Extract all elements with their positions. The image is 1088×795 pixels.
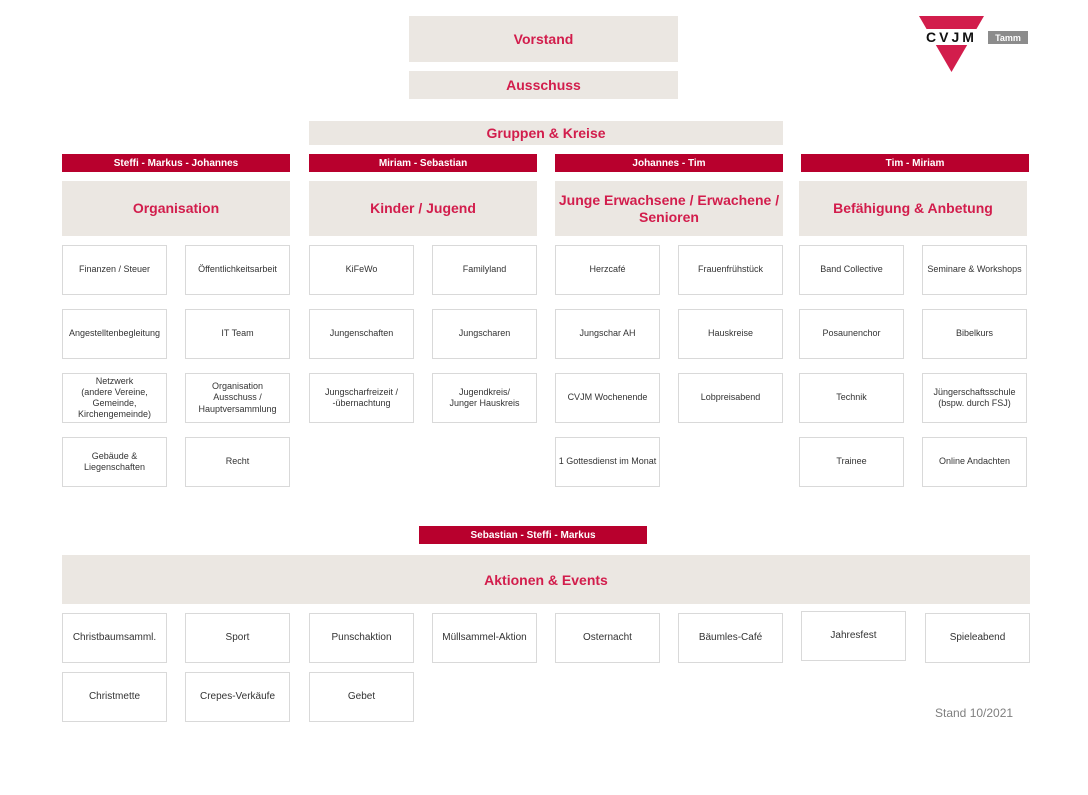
item-box: IT Team	[185, 309, 290, 359]
item-box: Jungschar AH	[555, 309, 660, 359]
item-box: CVJM Wochenende	[555, 373, 660, 423]
event-box: Christmette	[62, 672, 167, 722]
item-box: Organisation Ausschuss / Hauptversammlung	[185, 373, 290, 423]
event-box: Christbaumsamml.	[62, 613, 167, 663]
lead-organisation: Steffi - Markus - Johannes	[62, 154, 290, 172]
item-box: Technik	[799, 373, 904, 423]
item-box: Trainee	[799, 437, 904, 487]
item-box: Hauskreise	[678, 309, 783, 359]
item-box: Netzwerk (andere Vereine, Gemeinde, Kirchengemeinde)	[62, 373, 167, 423]
item-box: Jungscharfreizeit / -übernachtung	[309, 373, 414, 423]
stand-date: Stand 10/2021	[935, 706, 1014, 720]
event-box: Punschaktion	[309, 613, 414, 663]
item-box: Jüngerschaftsschule (bspw. durch FSJ)	[922, 373, 1027, 423]
item-box: Angestelltenbegleitung	[62, 309, 167, 359]
event-box: Jahresfest	[801, 611, 906, 661]
item-box: Öffentlichkeitsarbeit	[185, 245, 290, 295]
item-box: Band Collective	[799, 245, 904, 295]
item-box: Gebäude & Liegenschaften	[62, 437, 167, 487]
lead-befaehigung: Tim - Miriam	[801, 154, 1029, 172]
item-box: Jungscharen	[432, 309, 537, 359]
gruppen-kreise-box: Gruppen & Kreise	[309, 121, 783, 145]
cvjm-triangle-icon	[917, 16, 1029, 74]
title-befaehigung: Befähigung & Anbetung	[799, 181, 1027, 236]
lead-aktionen-events: Sebastian - Steffi - Markus	[419, 526, 647, 544]
event-box: Spieleabend	[925, 613, 1030, 663]
item-box: Frauenfrühstück	[678, 245, 783, 295]
item-box: Posaunenchor	[799, 309, 904, 359]
event-box: Sport	[185, 613, 290, 663]
item-box: Online Andachten	[922, 437, 1027, 487]
item-box: Herzcafé	[555, 245, 660, 295]
title-organisation: Organisation	[62, 181, 290, 236]
event-box: Osternacht	[555, 613, 660, 663]
item-box: Jungenschaften	[309, 309, 414, 359]
item-box: Seminare & Workshops	[922, 245, 1027, 295]
logo-text: CVJM	[926, 29, 977, 45]
logo-badge: Tamm	[995, 33, 1021, 43]
item-box: Familyland	[432, 245, 537, 295]
lead-junge-erwachsene: Johannes - Tim	[555, 154, 783, 172]
event-box: Müllsammel-Aktion	[432, 613, 537, 663]
title-kinder-jugend: Kinder / Jugend	[309, 181, 537, 236]
item-box: 1 Gottesdienst im Monat	[555, 437, 660, 487]
event-box: Bäumles-Café	[678, 613, 783, 663]
vorstand-box: Vorstand	[409, 16, 678, 62]
item-box: Jugendkreis/ Junger Hauskreis	[432, 373, 537, 423]
event-box: Crepes-Verkäufe	[185, 672, 290, 722]
item-box: Bibelkurs	[922, 309, 1027, 359]
ausschuss-box: Ausschuss	[409, 71, 678, 99]
lead-kinder-jugend: Miriam - Sebastian	[309, 154, 537, 172]
title-junge-erwachsene: Junge Erwachsene / Erwachene / Senioren	[555, 181, 783, 236]
title-aktionen-events: Aktionen & Events	[62, 555, 1030, 604]
item-box: Recht	[185, 437, 290, 487]
cvjm-logo	[917, 16, 1029, 74]
item-box: Lobpreisabend	[678, 373, 783, 423]
event-box: Gebet	[309, 672, 414, 722]
item-box: Finanzen / Steuer	[62, 245, 167, 295]
item-box: KiFeWo	[309, 245, 414, 295]
